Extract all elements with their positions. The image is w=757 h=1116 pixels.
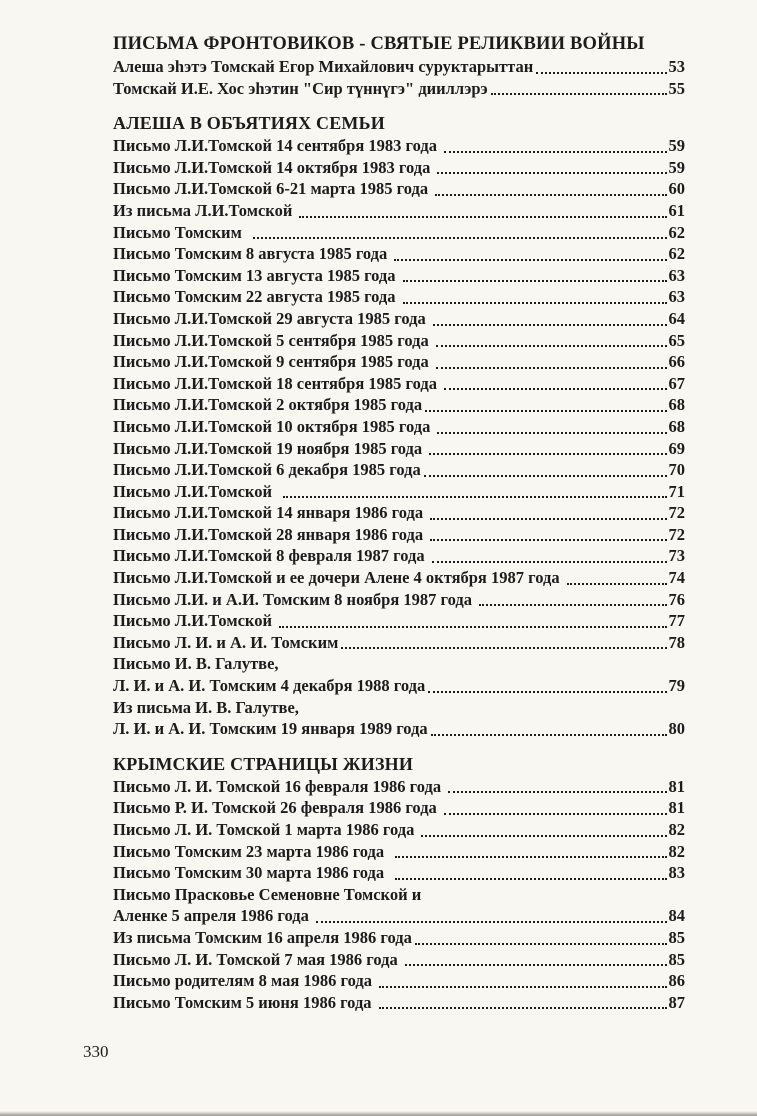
dot-leader [279, 610, 666, 628]
page-number: 330 [83, 1042, 109, 1061]
dot-leader [432, 545, 667, 563]
toc-entry [113, 265, 685, 287]
toc-entry [113, 610, 685, 632]
toc-entry [113, 841, 685, 863]
dot-leader [395, 841, 666, 859]
toc-entry [113, 243, 685, 265]
section-heading: КРЫМСКИЕ СТРАНИЦЫ ЖИЗНИ [113, 753, 414, 774]
dot-leader [283, 481, 666, 499]
entry-title: Томскай И.Е. Хос эһэтин "Сир түннүгэ" дииллэрэ [113, 78, 488, 98]
toc-section [113, 112, 685, 740]
entry-title: Письмо Томским 22 августа 1985 года [113, 287, 400, 307]
entry-title: Письмо Л.И.Томской 14 января 1986 года [113, 503, 428, 523]
toc-entry [113, 632, 685, 654]
dot-leader [437, 416, 666, 434]
dot-leader [567, 567, 667, 585]
toc-entry [113, 776, 685, 798]
dot-leader [425, 394, 666, 412]
toc-entry [113, 286, 685, 308]
entry-page-number: 78 [668, 632, 685, 652]
toc-entry [113, 481, 685, 503]
toc-entry [113, 524, 685, 546]
toc-entry [113, 653, 685, 675]
entry-title: Л. И. и А. И. Томским 4 декабря 1988 года [113, 676, 426, 696]
entry-title: Письмо Томским 8 августа 1985 года [113, 244, 392, 264]
dot-leader [403, 265, 667, 283]
entry-page-number: 64 [668, 308, 685, 328]
entry-page-number: 55 [668, 78, 685, 98]
dot-leader [379, 992, 667, 1010]
toc-entry [113, 351, 685, 373]
entry-title: Л. И. и А. И. Томским 19 января 1989 года [113, 719, 428, 739]
entry-title: Письмо Л.И.Томской 28 января 1986 года [113, 524, 428, 544]
dot-leader [379, 970, 666, 988]
dot-leader [437, 157, 666, 175]
toc-entry [113, 373, 685, 395]
entry-page-number: 79 [668, 676, 685, 696]
entry-title: Письмо Томским [113, 222, 251, 242]
entry-page-number: 81 [668, 776, 685, 796]
entry-page-number: 76 [668, 589, 685, 609]
toc-entry [113, 992, 685, 1014]
entry-page-number: 86 [668, 971, 685, 991]
entry-title: Письмо Л.И.Томской 29 августа 1985 года [113, 308, 430, 328]
dot-leader [444, 797, 667, 815]
entry-title: Письмо Л.И.Томской 19 ноября 1985 года [113, 438, 427, 458]
toc-entry [113, 589, 685, 611]
entry-page-number: 68 [668, 395, 685, 415]
entry-page-number: 73 [668, 546, 685, 566]
toc-entry [113, 675, 685, 697]
entry-page-number: 72 [668, 524, 685, 544]
section-heading: ПИСЬМА ФРОНТОВИКОВ - СВЯТЫЕ РЕЛИКВИИ ВОЙНЫ [113, 34, 645, 54]
entry-title: Из письма Л.И.Томской [113, 200, 297, 220]
toc-entry [113, 697, 685, 719]
entry-page-number: 87 [668, 992, 685, 1012]
dot-leader [536, 56, 666, 74]
toc-entry [113, 797, 685, 819]
dot-leader [448, 776, 666, 794]
entry-title: Письмо И. В. Галутве, [113, 654, 279, 674]
dot-leader [428, 675, 666, 693]
entry-title: Из письма Томским 16 апреля 1986 года [113, 927, 412, 947]
entry-page-number: 71 [668, 481, 685, 501]
dot-leader [253, 222, 666, 240]
entry-title: Письмо Л.И.Томской 8 февраля 1987 года [113, 546, 429, 566]
entry-page-number: 85 [668, 927, 685, 947]
entry-page-number: 69 [668, 438, 685, 458]
entry-page-number: 84 [668, 906, 685, 926]
toc-entry [113, 416, 685, 438]
entry-title: Письмо Л.И.Томской [113, 481, 281, 501]
entry-title: Алеша эһэтэ Томскай Егор Михайлович суруктарыттан [113, 57, 534, 76]
entry-title: Письмо Л.И.Томской [113, 611, 277, 631]
entry-title: Письмо Л.И.Томской 18 сентября 1985 года [113, 373, 442, 393]
dot-leader [341, 632, 666, 650]
toc-entry [113, 459, 685, 481]
entry-title: Письмо Томским 30 марта 1986 года [113, 863, 393, 883]
dot-leader [444, 373, 666, 391]
section-heading: АЛЕША В ОБЪЯТИЯХ СЕМЬИ [113, 113, 385, 134]
dot-leader [424, 459, 667, 477]
entry-title: Письмо Томским 5 июня 1986 года [113, 992, 376, 1012]
entry-page-number: 81 [668, 798, 685, 818]
entry-title: Письмо Томским 23 марта 1986 года [113, 841, 393, 861]
entry-title: Письмо Л. И. Томской 7 мая 1986 года [113, 949, 402, 969]
dot-leader [395, 862, 666, 880]
entry-page-number: 62 [668, 222, 685, 242]
dot-leader [444, 135, 666, 153]
dot-leader [433, 308, 667, 326]
entry-title: Письмо Л. И. Томской 16 февраля 1986 года [113, 776, 446, 796]
entry-page-number: 59 [668, 157, 685, 177]
entry-page-number: 82 [668, 820, 685, 839]
entry-page-number: 60 [668, 179, 685, 199]
dot-leader [394, 243, 666, 261]
toc-entry [113, 545, 685, 567]
dot-leader [436, 351, 667, 369]
toc-entry [113, 330, 685, 352]
entry-title: Письмо Л.И.Томской 10 октября 1985 года [113, 416, 435, 436]
dot-leader [299, 200, 666, 218]
toc-entry [113, 567, 685, 589]
entry-page-number: 74 [668, 568, 685, 588]
entry-page-number: 63 [668, 287, 685, 307]
entry-title: Письмо Л.И.Томской 6-21 марта 1985 года [113, 179, 433, 199]
entry-title: Письмо Прасковье Семеновне Томской и [113, 884, 422, 904]
toc-entry [113, 927, 685, 949]
entry-page-number: 72 [668, 503, 685, 523]
toc-entry [113, 718, 685, 740]
dot-leader [479, 589, 666, 607]
dot-leader [316, 905, 667, 923]
dot-leader [431, 718, 667, 736]
dot-leader [491, 78, 667, 96]
entry-title: Письмо Л.И.Томской и ее дочери Алене 4 октября 1987 года [113, 568, 564, 588]
entry-page-number: 85 [668, 949, 685, 969]
entry-title: Письмо Л.И.Томской 9 сентября 1985 года [113, 352, 433, 372]
dot-leader [415, 927, 667, 945]
toc-entry [113, 78, 685, 100]
entry-page-number: 67 [668, 373, 685, 393]
entry-title: Письмо Л.И.Томской 14 сентября 1983 года [113, 136, 442, 156]
dot-leader [436, 330, 667, 348]
dot-leader [430, 502, 666, 520]
entry-title: Аленке 5 апреля 1986 года [113, 906, 313, 926]
toc-entry [113, 502, 685, 524]
entry-title: Письмо Л.И.Томской 14 октября 1983 года [113, 157, 435, 177]
toc-entry [113, 157, 685, 179]
entry-title: Письмо Л.И.Томской 5 сентября 1985 года [113, 330, 433, 350]
dot-leader [430, 524, 666, 542]
dot-leader [429, 438, 666, 456]
entry-title: Письмо Томским 13 августа 1985 года [113, 265, 400, 285]
table-of-contents [113, 33, 685, 1026]
toc-entry [113, 884, 685, 906]
toc-entry [113, 308, 685, 330]
toc-entry [113, 135, 685, 157]
entry-page-number: 63 [668, 265, 685, 285]
toc-section [113, 33, 685, 99]
dot-leader [421, 819, 666, 837]
toc-entry [113, 394, 685, 416]
entry-page-number: 62 [668, 244, 685, 264]
toc-entry [113, 862, 685, 884]
entry-title: Письмо Р. И. Томской 26 февраля 1986 года [113, 798, 441, 818]
entry-page-number: 68 [668, 416, 685, 436]
entry-page-number: 59 [668, 136, 685, 156]
toc-entry [113, 970, 685, 992]
entry-title: Письмо Л.И.Томской 2 октября 1985 года [113, 395, 423, 415]
toc-entry [113, 905, 685, 927]
entry-title: Письмо родителям 8 мая 1986 года [113, 971, 377, 991]
toc-entry [113, 222, 685, 244]
entry-page-number: 66 [668, 352, 685, 372]
entry-page-number: 82 [668, 841, 685, 861]
entry-page-number: 77 [668, 611, 685, 631]
toc-entry [113, 819, 685, 841]
entry-page-number: 70 [668, 460, 685, 480]
scan-bottom-edge [0, 1111, 757, 1116]
entry-title: Письмо Л. И. и А. И. Томским [113, 632, 339, 652]
toc-entry [113, 200, 685, 222]
entry-title: Письмо Л.И. и А.И. Томским 8 ноября 1987 года [113, 589, 477, 609]
toc-entry [113, 949, 685, 971]
dot-leader [435, 178, 666, 196]
entry-title: Письмо Л.И.Томской 6 декабря 1985 года [113, 460, 421, 480]
dot-leader [405, 949, 667, 967]
toc-entry [113, 178, 685, 200]
entry-page-number: 83 [668, 863, 685, 883]
entry-title: Из письма И. В. Галутве, [113, 697, 299, 717]
entry-title: Письмо Л. И. Томской 1 марта 1986 года [113, 820, 419, 839]
entry-page-number: 53 [668, 57, 685, 76]
dot-leader [403, 286, 667, 304]
toc-section [113, 753, 685, 1014]
entry-page-number: 65 [668, 330, 685, 350]
entry-page-number: 80 [668, 719, 685, 739]
toc-entry [113, 438, 685, 460]
toc-entry [113, 56, 685, 78]
entry-page-number: 61 [668, 200, 685, 220]
